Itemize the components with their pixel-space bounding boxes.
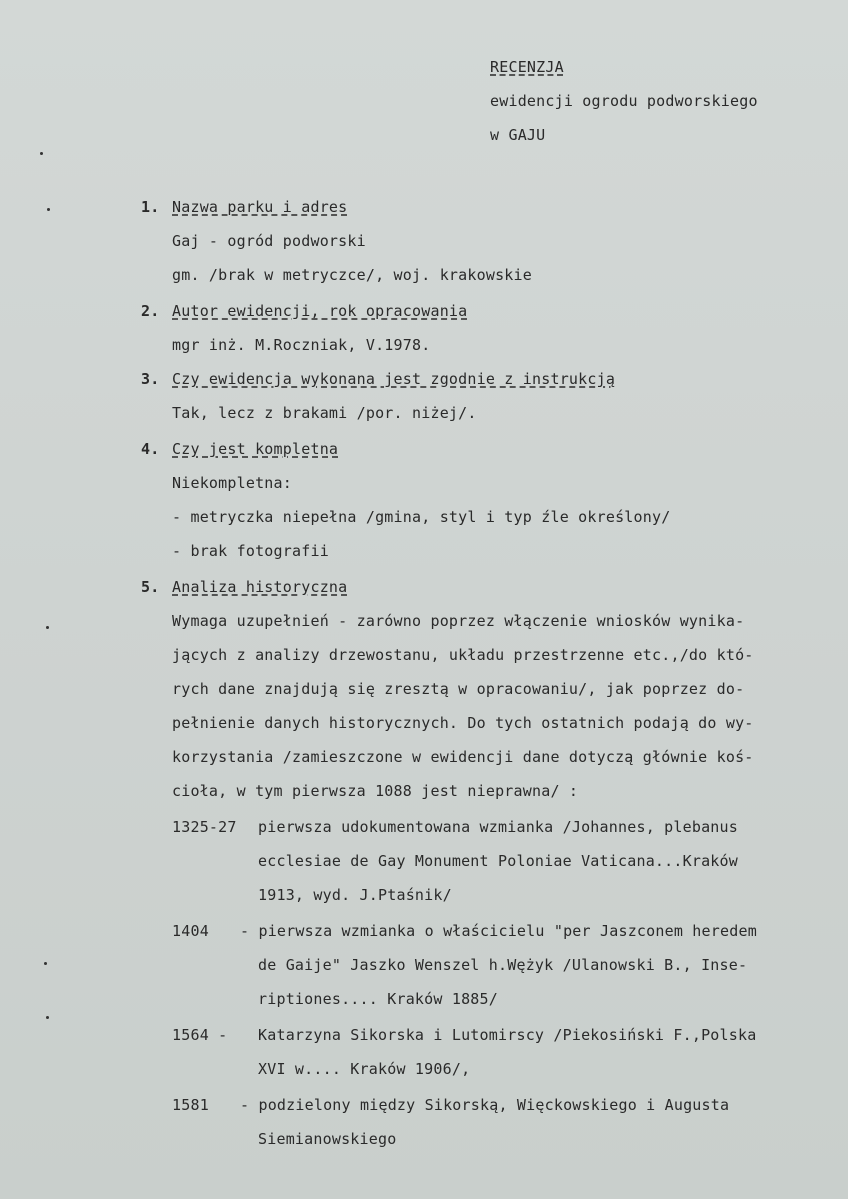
timeline-text: riptiones.... Kraków 1885/ (258, 990, 498, 1008)
timeline-year: 1404 (172, 922, 209, 940)
document-title: RECENZJA (490, 58, 564, 76)
section-text: Niekompletna: (172, 474, 292, 492)
section-text: jących z analizy drzewostanu, układu przestrzenne etc.,/do któ- (172, 646, 754, 664)
section-heading: Czy ewidencja wykonana jest zgodnie z instrukcją (172, 370, 616, 388)
section-text: Tak, lecz z brakami /por. niżej/. (172, 404, 477, 422)
scan-speck (46, 626, 49, 629)
section-text: pełnienie danych historycznych. Do tych ostatnich podają do wy- (172, 714, 754, 732)
timeline-year: 1325-27 (172, 818, 237, 836)
scan-speck (46, 1016, 49, 1019)
section-text: cioła, w tym pierwsza 1088 jest nieprawna/ : (172, 782, 579, 800)
scan-speck (47, 208, 50, 211)
timeline-text: 1913, wyd. J.Ptaśnik/ (258, 886, 452, 904)
section-text: Gaj - ogród podworski (172, 232, 366, 250)
document-subtitle-place: w GAJU (490, 126, 546, 144)
timeline-text: Siemianowskiego (258, 1130, 397, 1148)
timeline-text: XVI w.... Kraków 1906/, (258, 1060, 471, 1078)
timeline-text: pierwsza udokumentowana wzmianka /Johannes, plebanus (258, 818, 738, 836)
section-heading: Nazwa parku i adres (172, 198, 348, 216)
section-number: 1. (141, 198, 160, 216)
section-heading: Autor ewidencji, rok opracowania (172, 302, 468, 320)
document-subtitle: ewidencji ogrodu podworskiego (490, 92, 758, 110)
timeline-year: 1581 (172, 1096, 209, 1114)
section-number: 2. (141, 302, 160, 320)
section-text: rych dane znajdują się zresztą w opracowaniu/, jak poprzez do- (172, 680, 745, 698)
timeline-text: - podzielony między Sikorską, Więckowskiego i Augusta (240, 1096, 730, 1114)
timeline-text: Katarzyna Sikorska i Lutomirscy /Piekosiński F.,Polska (258, 1026, 757, 1044)
timeline-text: de Gaije" Jaszko Wenszel h.Wężyk /Ulanowski B., Inse- (258, 956, 748, 974)
scan-speck (40, 152, 43, 155)
section-number: 5. (141, 578, 160, 596)
section-number: 3. (141, 370, 160, 388)
timeline-text: ecclesiae de Gay Monument Poloniae Vaticana...Kraków (258, 852, 738, 870)
section-number: 4. (141, 440, 160, 458)
section-heading: Analiza historyczna (172, 578, 348, 596)
section-heading: Czy jest kompletna (172, 440, 339, 458)
section-text: korzystania /zamieszczone w ewidencji dane dotyczą głównie koś- (172, 748, 754, 766)
scan-speck (44, 962, 47, 965)
section-text: mgr inż. M.Roczniak, V.1978. (172, 336, 431, 354)
timeline-year: 1564 - (172, 1026, 228, 1044)
timeline-text: - pierwsza wzmianka o właścicielu "per Jaszconem heredem (240, 922, 757, 940)
section-text: - brak fotografii (172, 542, 329, 560)
section-text: gm. /brak w metryczce/, woj. krakowskie (172, 266, 532, 284)
section-text: - metryczka niepełna /gmina, styl i typ źle określony/ (172, 508, 671, 526)
section-text: Wymaga uzupełnień - zarówno poprzez włączenie wniosków wynika- (172, 612, 745, 630)
